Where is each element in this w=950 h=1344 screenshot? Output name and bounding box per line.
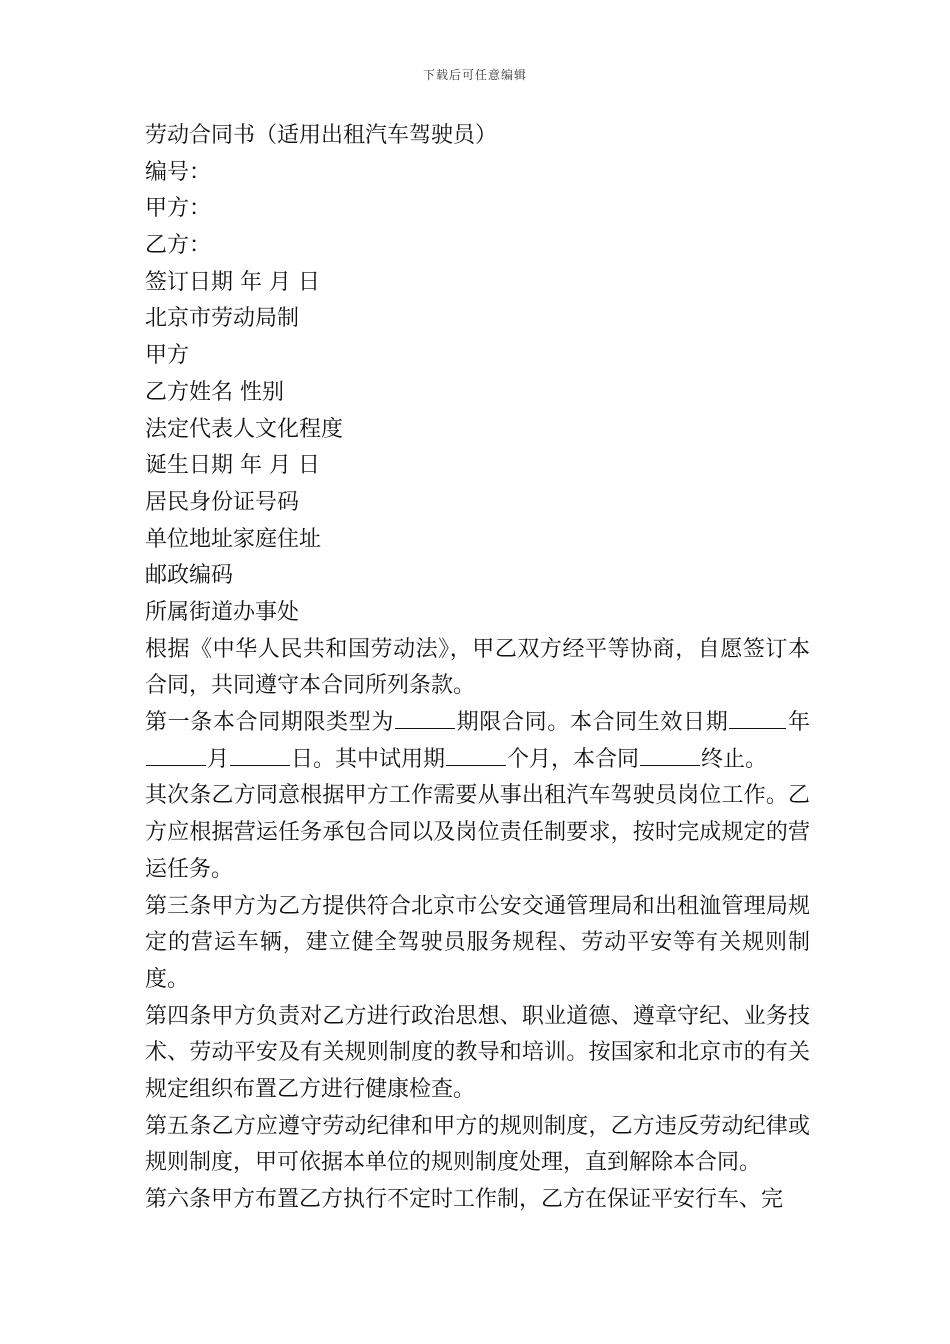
party-b-label: 乙方： xyxy=(145,233,212,259)
info-rep-education: 法定代表人文化程度 xyxy=(145,416,344,442)
year-blank xyxy=(146,743,206,766)
termination-blank xyxy=(640,743,700,766)
info-sub-district: 所属街道办事处 xyxy=(145,599,300,625)
info-address: 单位地址家庭住址 xyxy=(145,526,322,552)
article-1-text-5: 日。其中试用期 xyxy=(291,746,446,772)
article-1-paragraph xyxy=(145,705,810,778)
info-party-a: 甲方 xyxy=(145,343,190,369)
article-3-paragraph: 第三条甲方为乙方提供符合北京市公安交通管理局和出租洫管理局规定的营运车辆，建立健全驾驶员服务规程、劳动平安等有关规则制度。 xyxy=(145,893,810,992)
contract-type-blank xyxy=(395,706,455,729)
info-postal-code: 邮政编码 xyxy=(145,563,234,589)
article-1-text-4: 月 xyxy=(207,746,230,772)
party-a-label: 甲方： xyxy=(145,196,212,222)
contract-number-label: 编号： xyxy=(145,159,212,185)
effective-date-blank xyxy=(729,706,786,729)
issuer-label: 北京市劳动局制 xyxy=(145,306,300,332)
month-blank xyxy=(230,743,290,766)
article-1-text-3: 年 xyxy=(787,710,810,736)
document-body xyxy=(145,118,810,1219)
article-1-text-1: 第一条本合同期限类型为 xyxy=(145,710,395,736)
page-header-note: 下载后可任意编辑 xyxy=(422,68,527,82)
article-5-paragraph: 第五条乙方应遵守劳动纪律和甲方的规则制度，乙方违反劳动纪律或规则制度，甲可依据本单位的规则制度处理，直到解除本合同。 xyxy=(145,1113,810,1176)
article-1-text-2: 期限合同。本合同生效日期 xyxy=(456,710,729,736)
info-birth-date: 诞生日期 年 月 日 xyxy=(145,453,320,479)
sign-date-label: 签订日期 年 月 日 xyxy=(145,269,320,295)
article-1-text-7: 终止。 xyxy=(701,746,768,772)
probation-blank xyxy=(446,743,506,766)
info-name-gender: 乙方姓名 性别 xyxy=(145,379,284,405)
article-1-text-6: 个月，本合同 xyxy=(507,746,640,772)
preamble-paragraph: 根据《中华人民共和国劳动法》，甲乙双方经平等协商，自愿签订本合同，共同遵守本合同所列条款。 xyxy=(145,636,810,699)
info-id-number: 居民身份证号码 xyxy=(145,489,300,515)
article-4-paragraph: 第四条甲方负责对乙方进行政治思想、职业道德、遵章守纪、业务技术、劳动平安及有关规则制度的教导和培训。按国家和北京市的有关规定组织布置乙方进行健康检查。 xyxy=(145,1003,810,1103)
article-2-paragraph: 其次条乙方同意根据甲方工作需要从事出租汽车驾驶员岗位工作。乙方应根据营运任务承包合同以及岗位责任制要求，按时完成规定的营运任务。 xyxy=(145,783,810,882)
contract-title: 劳动合同书（适用出租汽车驾驶员） xyxy=(145,123,498,148)
article-6-paragraph: 第六条甲方布置乙方执行不定时工作制，乙方在保证平安行车、完 xyxy=(145,1187,784,1213)
